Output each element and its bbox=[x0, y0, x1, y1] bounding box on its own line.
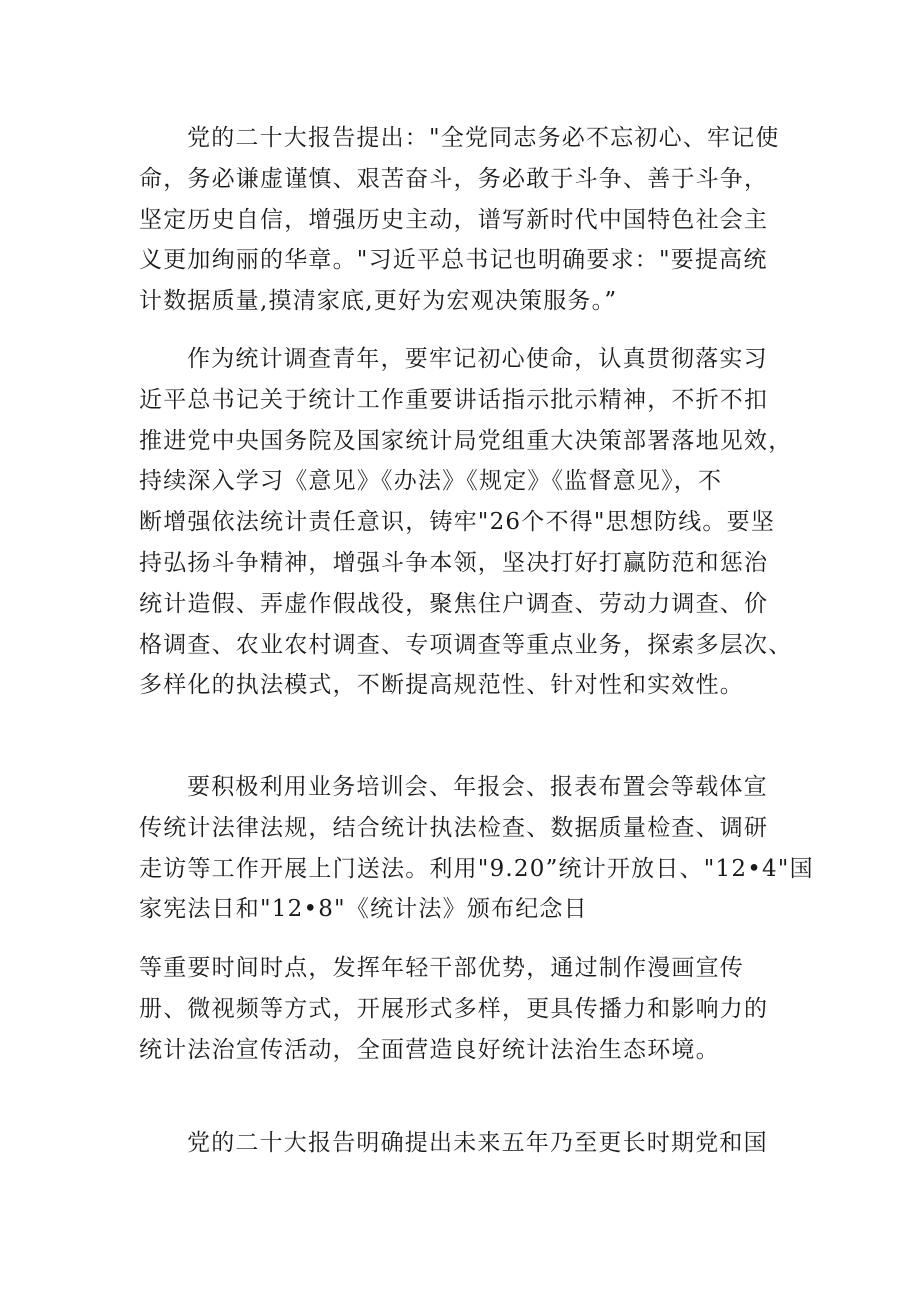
text-line: 推进党中央国务院及国家统计局党组重大决策部署落地见效， bbox=[139, 427, 793, 454]
text-line: 走访等工作开展上门送法。利用"9.20”统计开放日、"12•4"国 bbox=[139, 855, 814, 882]
text-line: 义更加绚丽的华章。"习近平总书记也明确要求："要提高统 bbox=[139, 247, 768, 274]
text-line: 党的二十大报告明确提出未来五年乃至更长时期党和国 bbox=[187, 1130, 768, 1156]
paragraph-2 bbox=[139, 339, 799, 706]
text-line: 断增强依法统计责任意识，铸牢"26个不得"思想防线。要坚 bbox=[139, 509, 776, 536]
paragraph-5 bbox=[139, 1123, 799, 1164]
text-line: 命，务必谦虚谨慎、艰苦奋斗，务必敢于斗争、善于斗争， bbox=[139, 165, 769, 192]
text-line: 近平总书记关于统计工作重要讲话指示批示精神，不折不扣 bbox=[139, 386, 769, 413]
text-line: 坚定历史自信，增强历史主动，谱写新时代中国特色社会主 bbox=[139, 206, 769, 233]
text-line: 格调查、农业农村调查、专项调查等重点业务，探索多层次、 bbox=[139, 631, 793, 658]
paragraph-1 bbox=[139, 118, 799, 322]
text-line: 要积极利用业务培训会、年报会、报表布置会等载体宣 bbox=[187, 774, 768, 800]
paragraph-3 bbox=[139, 767, 814, 930]
text-line: 等重要时间时点，发挥年轻干部优势，通过制作漫画宣传 bbox=[139, 955, 744, 981]
text-line: 计数据质量,摸清家底,更好为宏观决策服务。” bbox=[139, 288, 618, 315]
text-line: 统计造假、弄虚作假战役，聚焦住户调查、劳动力调查、价 bbox=[139, 590, 769, 617]
text-line: 作为统计调查青年，要牢记初心使命，认真贯彻落实习 bbox=[187, 346, 768, 372]
text-line: 册、微视频等方式，开展形式多样，更具传播力和影响力的 bbox=[139, 995, 769, 1022]
text-line: 党的二十大报告提出："全党同志务必不忘初心、牢记使 bbox=[187, 125, 780, 151]
text-line: 统计法治宣传活动，全面营造良好统计法治生态环境。 bbox=[139, 1036, 720, 1063]
text-line: 多样化的执法模式，不断提高规范性、针对性和实效性。 bbox=[139, 672, 744, 699]
text-line: 传统计法律法规，结合统计执法检查、数据质量检查、调研 bbox=[139, 814, 769, 841]
text-line: 持弘扬斗争精神，增强斗争本领，坚决打好打赢防范和惩治 bbox=[139, 549, 769, 576]
text-line: 家宪法日和"12•8"《统计法》颁布纪念日 bbox=[139, 896, 588, 923]
text-line: 持续深入学习《意见》《办法》《规定》《监督意见》，不 bbox=[139, 468, 723, 495]
paragraph-4 bbox=[139, 948, 799, 1070]
